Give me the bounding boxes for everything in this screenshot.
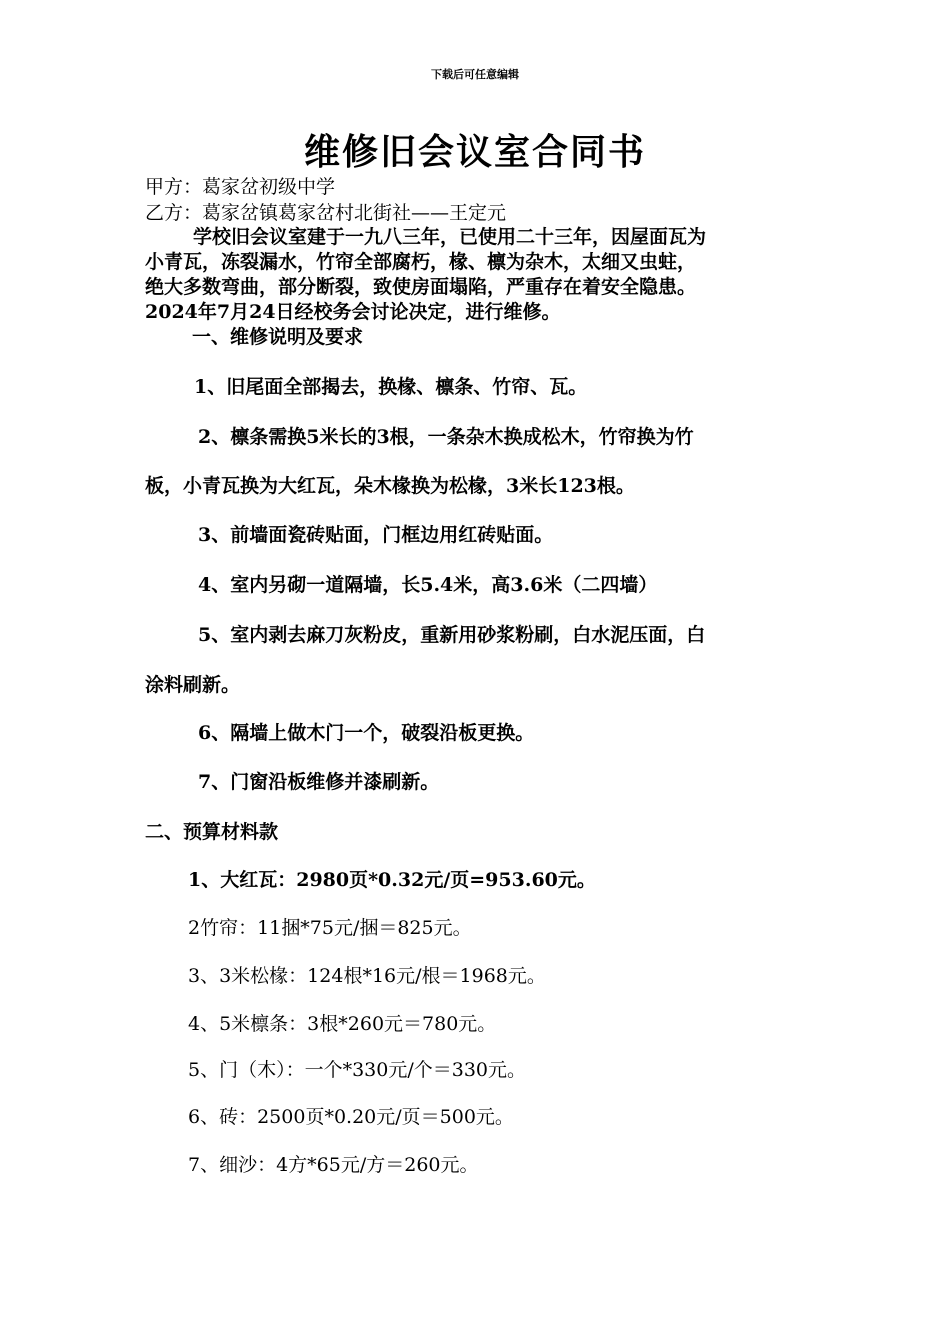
- requirement-item: 2、檩条需换5米长的3根，一条杂木换成松木，竹帘换为竹: [198, 426, 694, 448]
- document-title: 维修旧会议室合同书: [303, 131, 646, 173]
- party-b: 乙方：葛家岔镇葛家岔村北街社——王定元: [145, 202, 507, 224]
- requirement-item: 涂料刷新。: [145, 674, 241, 696]
- budget-item: 5、门（木）：一个*330元/个＝330元。: [188, 1059, 527, 1081]
- party-a: 甲方：葛家岔初级中学: [145, 176, 336, 198]
- budget-item: 3、3米松椽：124根*16元/根＝1968元。: [188, 965, 546, 987]
- requirement-item: 4、室内另砌一道隔墙，长5.4米，高3.6米（二四墙）: [198, 574, 658, 596]
- requirement-item: 1、旧尾面全部揭去，换椽、檩条、竹帘、瓦。: [194, 376, 588, 398]
- requirement-item: 3、前墙面瓷砖贴面，门框边用红砖贴面。: [198, 524, 554, 546]
- intro-line: 小青瓦，冻裂漏水，竹帘全部腐朽，椽、檩为杂木，太细又虫蛀，: [145, 251, 697, 273]
- budget-item: 7、细沙：4方*65元/方＝260元。: [188, 1154, 479, 1176]
- header-note: 下载后可任意编辑: [431, 68, 519, 81]
- section1-heading: 一、维修说明及要求: [192, 326, 364, 348]
- requirement-item: 板，小青瓦换为大红瓦，朵木椽换为松椽，3米长123根。: [145, 475, 635, 497]
- intro-line: 学校旧会议室建于一九八三年，已使用二十三年，因屋面瓦为: [193, 226, 707, 248]
- intro-line: 2024年7月24日经校务会讨论决定，进行维修。: [145, 301, 561, 323]
- budget-item: 4、5米檩条：3根*260元＝780元。: [188, 1013, 497, 1035]
- budget-item: 1、大红瓦：2980页*0.32元/页=953.60元。: [188, 869, 596, 891]
- requirement-item: 7、门窗沿板维修并漆刷新。: [198, 771, 440, 793]
- section2-heading: 二、预算材料款: [145, 821, 279, 843]
- intro-paragraph: [145, 225, 825, 325]
- requirement-item: 5、室内剥去麻刀灰粉皮，重新用砂浆粉刷，白水泥压面，白: [198, 624, 706, 646]
- budget-item: 2竹帘：11捆*75元/捆＝825元。: [188, 917, 472, 939]
- intro-line: 绝大多数弯曲，部分断裂，致使房面塌陷，严重存在着安全隐患。: [145, 276, 697, 298]
- requirement-item: 6、隔墙上做木门一个，破裂沿板更换。: [198, 722, 535, 744]
- budget-item: 6、砖：2500页*0.20元/页＝500元。: [188, 1106, 514, 1128]
